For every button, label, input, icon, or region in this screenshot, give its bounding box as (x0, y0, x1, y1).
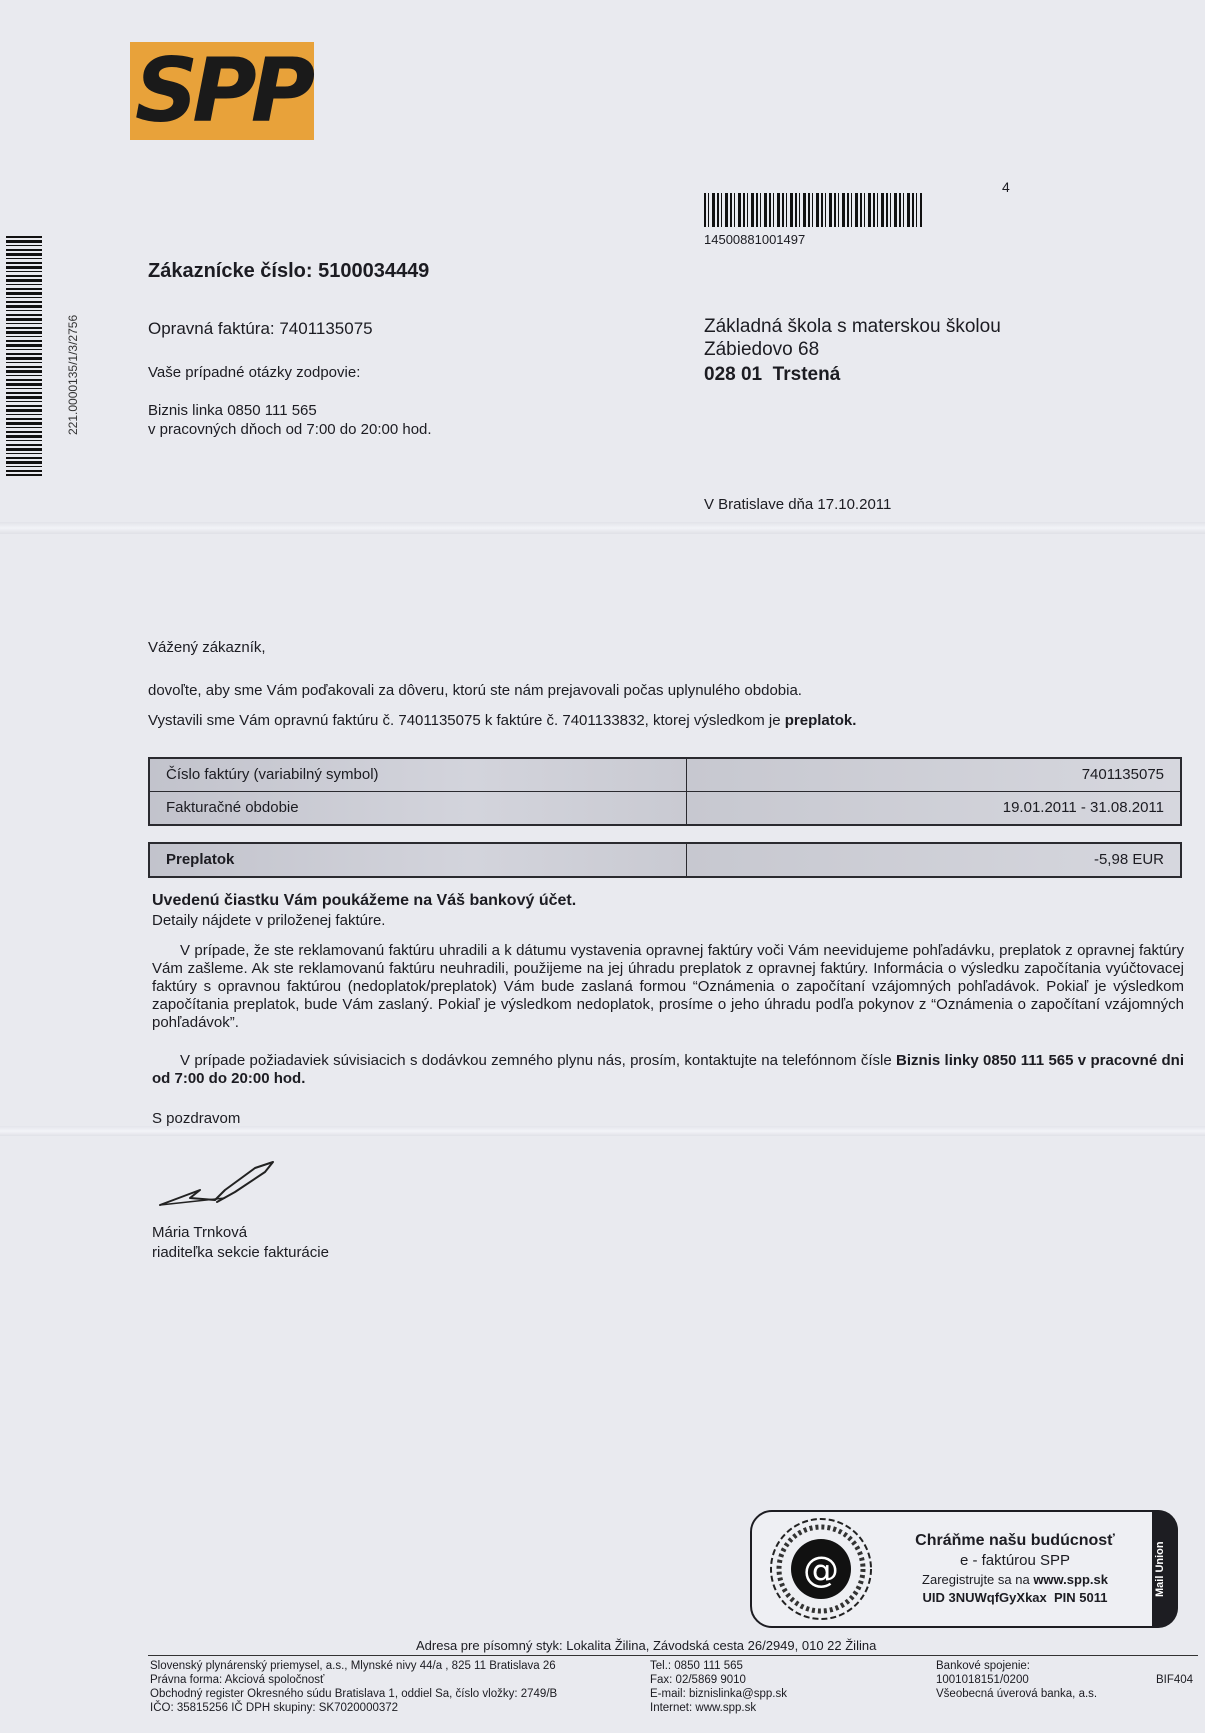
footer-fax: Fax: 02/5869 9010 (650, 1674, 746, 1686)
table-row (150, 791, 1180, 824)
paper-fold (0, 522, 1205, 534)
paragraph-contact (152, 1052, 1184, 1088)
recipient-name: Základná škola s materskou školou (704, 316, 1001, 337)
overpayment-table (148, 842, 1182, 878)
table-label: Fakturačné obdobie (150, 792, 687, 824)
paragraph-contact-bold: Biznis linky 0850 111 565 v pracovné dni od 7:00 do 20:00 hod. (152, 1052, 1184, 1087)
footer-contact (650, 1659, 787, 1715)
table-label: Číslo faktúry (variabilný symbol) (150, 759, 687, 791)
at-symbol: @ (803, 1550, 839, 1591)
customer-number: Zákaznícke číslo: 5100034449 (148, 260, 430, 282)
footer-phone: Tel.: 0850 111 565 (650, 1660, 743, 1672)
promo-line2: e - faktúrou SPP (959, 1552, 1071, 1569)
promo-register-url[interactable]: www.spp.sk (1033, 1572, 1108, 1587)
signer-title: riaditeľka sekcie fakturácie (152, 1244, 329, 1261)
recipient-city: 028 01 Trstená (704, 364, 841, 385)
barcode (704, 193, 922, 227)
signer-name: Mária Trnková (152, 1224, 248, 1241)
hotline: Biznis linka 0850 111 565 (148, 402, 317, 419)
footer-divider (148, 1655, 1198, 1656)
invoice-table (148, 757, 1182, 826)
table-row (150, 759, 1180, 791)
postal-address: Adresa pre písomný styk: Lokalita Žilina, Závodská cesta 26/2949, 010 22 Žilina (416, 1638, 877, 1653)
footer-email[interactable]: E-mail: biznislinka@spp.sk (650, 1688, 787, 1700)
footer-bank (936, 1659, 1097, 1701)
footer-bank-line: 1001018151/0200 (936, 1674, 1029, 1686)
sunflower-icon (768, 1516, 874, 1622)
promo-headline: Chráňme našu budúcnosť (915, 1532, 1115, 1549)
paragraph-contact-text: V prípade požiadaviek súvisiacich s dodávkou zemného plynu nás, prosím, kontaktujte na telefónnom čísle (180, 1052, 897, 1069)
paragraph-settlement: V prípade, že ste reklamovanú faktúru uhradili a k dátumu vystavenia opravnej faktúry voči Vám neevidujeme pohľadávku, preplatok z opravnej faktúry Vám zašleme. Ak ste reklamovanú faktúru neuhradili, použijeme na jej úhradu preplatok z opravnej faktúry. Informácia o výsledku započítania vyúčtovacej faktúry s opravnou faktúrou (nedoplatok/preplatok) Vám bude zaslaná formou “Oznámenia o započítaní vzájomných pohľadávok. Pokiaľ je výsledkom započítania preplatok, bude Vám zaslaný. Pokiaľ je výsledkom nedoplatok, prosíme o jeho úhradu podľa pokynov z “Oznámenia o započítaní vzájomných pohľadávok”. (152, 942, 1184, 1031)
mail-union-text: Mail Union (1154, 1541, 1166, 1597)
correction-invoice: Opravná faktúra: 7401135075 (148, 319, 373, 338)
issued-text-body: Vystavili sme Vám opravnú faktúru č. 7401135075 k faktúre č. 7401133832, ktorej výsledkom je (148, 712, 785, 729)
date-line: V Bratislave dňa 17.10.2011 (704, 496, 892, 513)
side-code: 221.0000135/1/3/2756 (66, 314, 80, 435)
issued-text-bold: preplatok. (784, 712, 857, 729)
table-value: 7401135075 (687, 759, 1180, 791)
footer-company-line: Právna forma: Akciová spoločnosť (150, 1674, 325, 1686)
promo-uid: UID 3NUWqfGyXkax PIN 5011 (922, 1590, 1108, 1605)
footer-bank-line: Všeobecná úverová banka, a.s. (936, 1688, 1098, 1700)
footer-bank-line: Bankové spojenie: (936, 1660, 1030, 1672)
page-number: 4 (1002, 179, 1010, 195)
intro-text: dovoľte, aby sme Vám poďakovali za dôveru, ktorú ste nám prejavovali počas uplynulého obdobia. (148, 682, 802, 699)
footer-company-line: Obchodný register Okresného súdu Bratislava 1, oddiel Sa, číslo vložky: 2749/B (150, 1688, 558, 1700)
table-value: 19.01.2011 - 31.08.2011 (687, 792, 1180, 824)
recipient-street: Zábiedovo 68 (704, 339, 820, 360)
promo-register (885, 1572, 1145, 1587)
form-code: BIF404 (1156, 1674, 1194, 1686)
paper-fold (0, 1126, 1205, 1136)
closing: S pozdravom (152, 1110, 241, 1127)
issued-text (148, 712, 856, 729)
footer-company-line: Slovenský plynárenský priemysel, a.s., Mlynské nivy 44/a , 825 11 Bratislava 26 (150, 1660, 556, 1672)
spp-logo-text: SPP (134, 39, 310, 142)
hotline-hours: v pracovných dňoch od 7:00 do 20:00 hod. (148, 421, 432, 438)
side-barcode (6, 236, 42, 476)
spp-logo (130, 39, 314, 142)
barcode-number: 14500881001497 (704, 232, 806, 247)
details-note: Detaily nájdete v priloženej faktúre. (152, 912, 386, 929)
overpayment-value: -5,98 EUR (687, 844, 1180, 876)
signature (155, 1160, 285, 1210)
questions-label: Vaše prípadné otázky zodpovie: (148, 364, 361, 381)
transfer-note: Uvedenú čiastku Vám poukážeme na Váš bankový účet. (152, 892, 577, 909)
footer-company (150, 1659, 557, 1715)
footer-web[interactable]: Internet: www.spp.sk (650, 1702, 757, 1714)
footer-company-line: IČO: 35815256 IČ DPH skupiny: SK7020000372 (150, 1702, 399, 1714)
mail-union-band (1152, 1510, 1178, 1628)
salutation: Vážený zákazník, (148, 639, 266, 656)
promo-register-text: Zaregistrujte sa na (922, 1572, 1034, 1587)
overpayment-label: Preplatok (150, 844, 687, 876)
table-row (150, 844, 1180, 876)
